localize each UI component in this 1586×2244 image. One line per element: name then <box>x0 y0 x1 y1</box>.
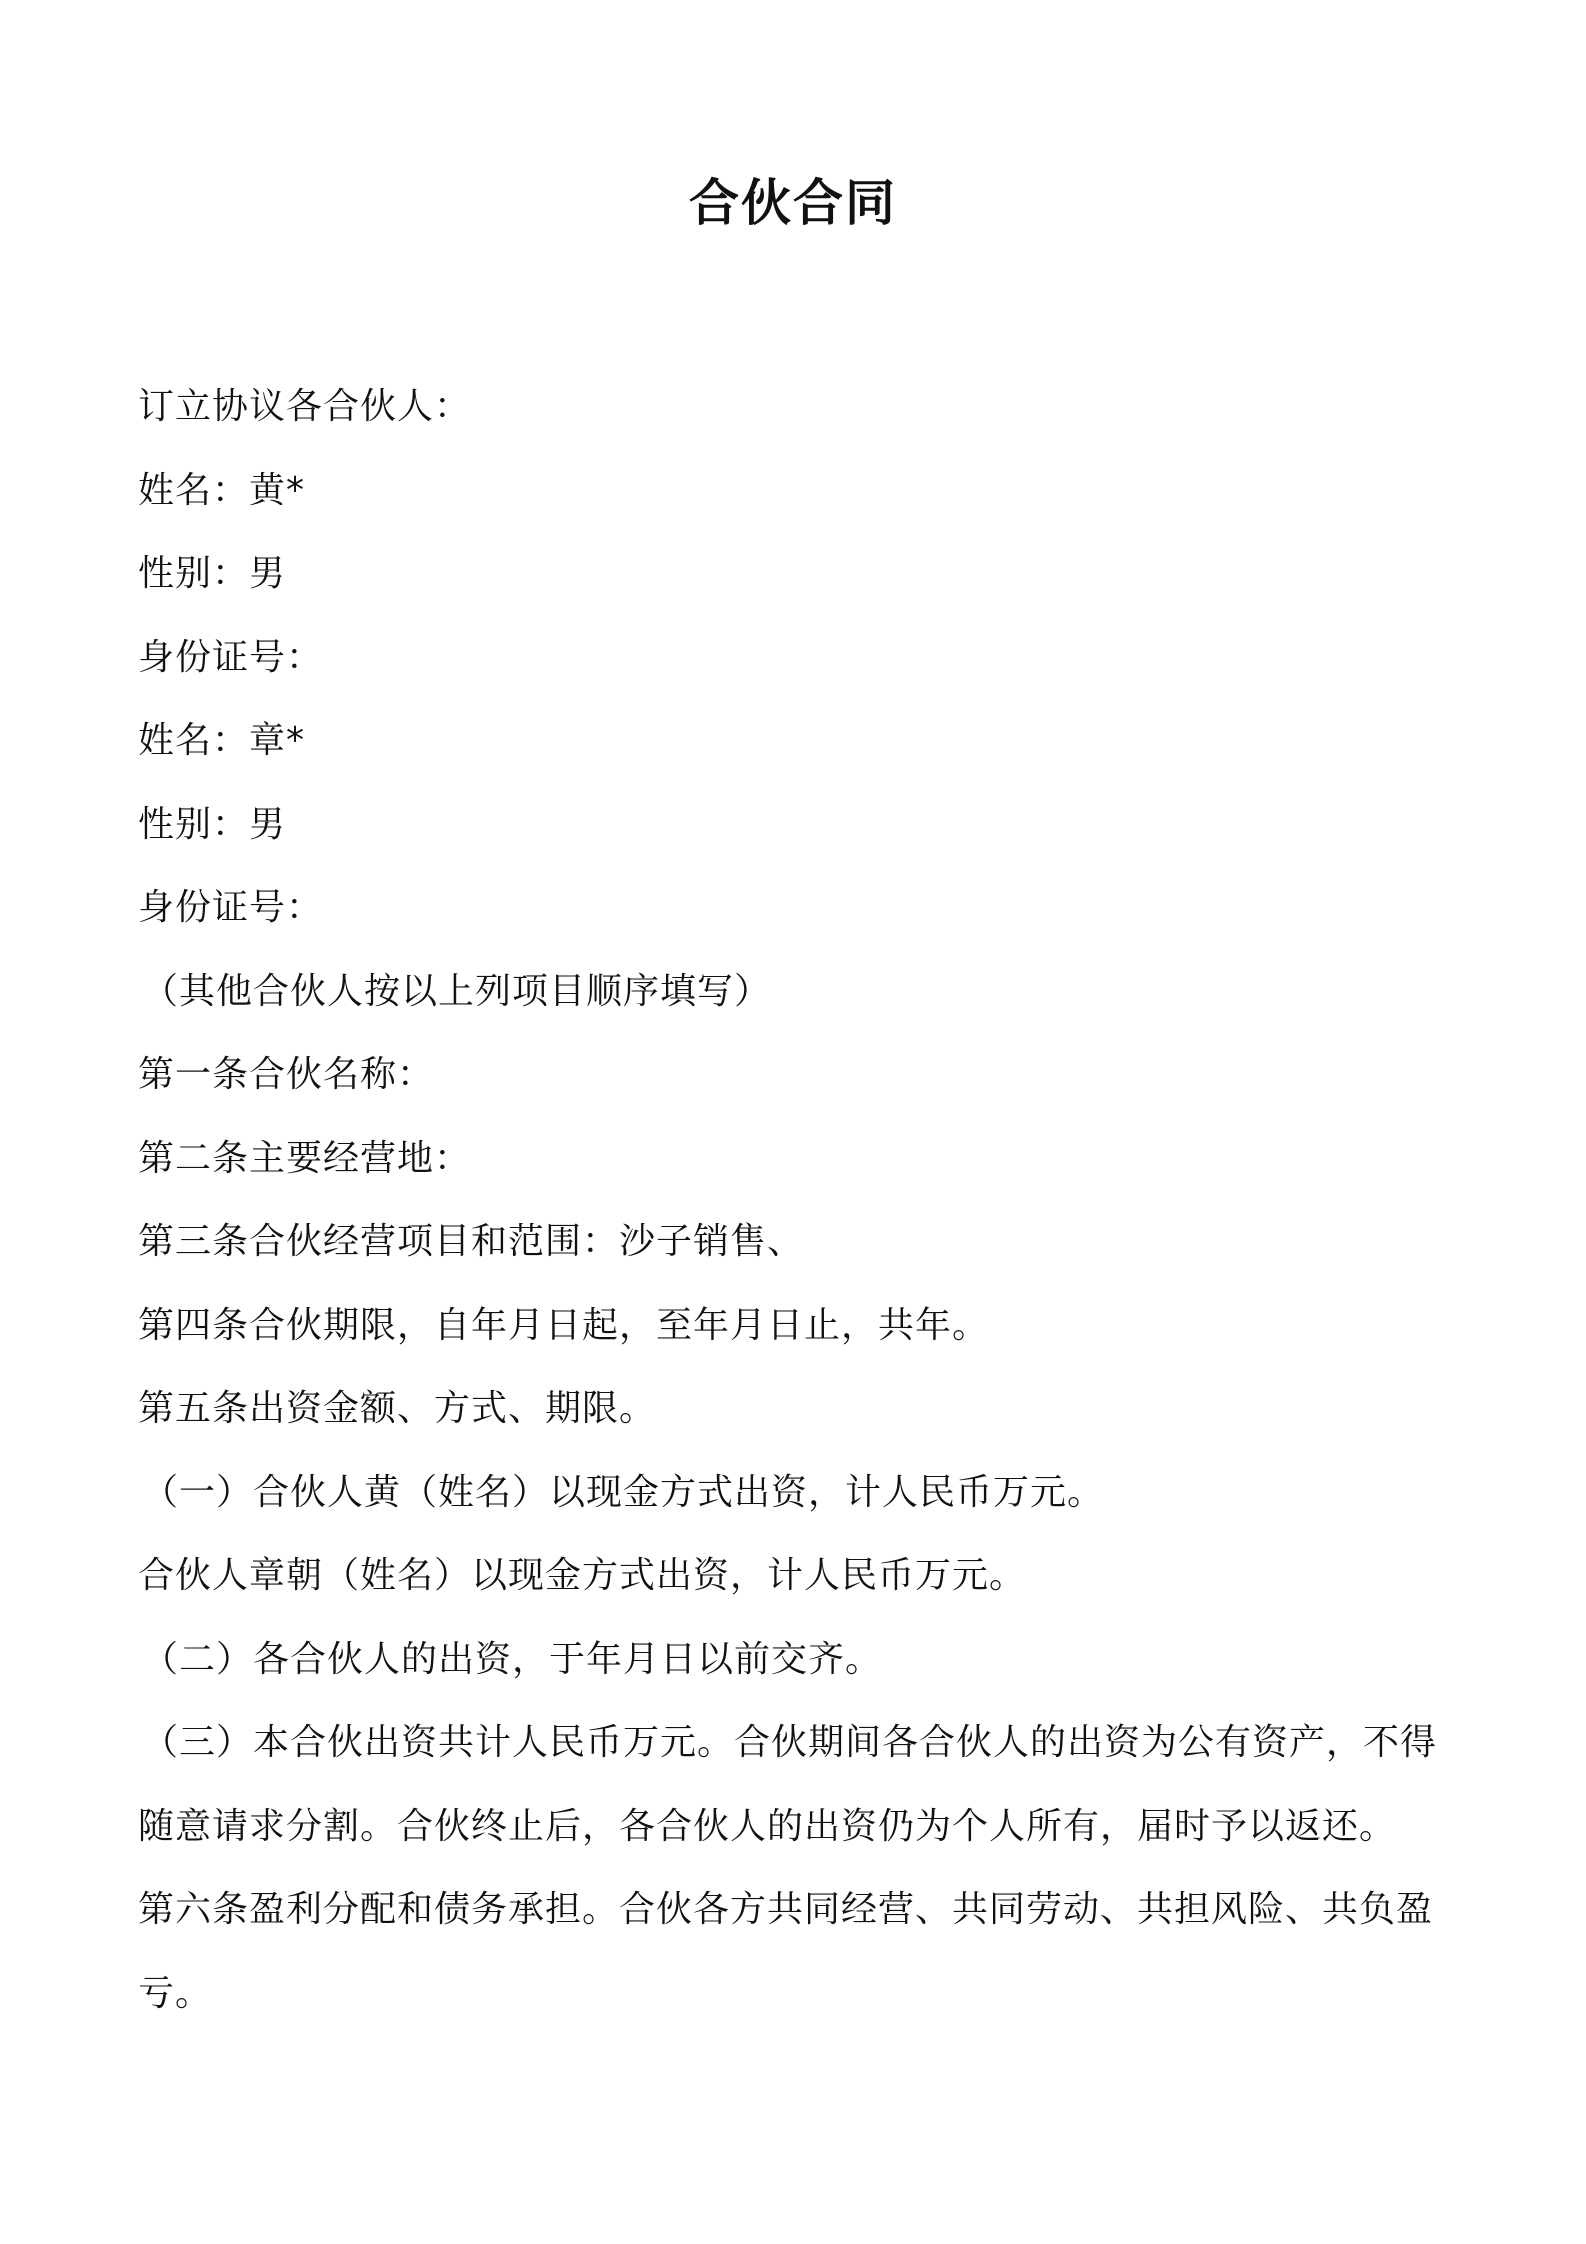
partner1-gender: 性别：男 <box>138 553 287 594</box>
document-title: 合伙合同 <box>689 174 897 232</box>
article-3: 第三条合伙经营项目和范围：沙子销售、 <box>138 1221 805 1262</box>
other-partners-note: （其他合伙人按以上列项目顺序填写） <box>142 970 772 1012</box>
article-6-cont: 亏。 <box>138 1972 213 2014</box>
article-1: 第一条合伙名称： <box>138 1054 435 1095</box>
partner2-gender: 性别：男 <box>138 803 287 845</box>
partner2-id-number: 身份证号： <box>138 887 324 928</box>
article-5-clause-3: （三）本合伙出资共计人民币万元。合伙期间各合伙人的出资为公有资产，不得 <box>142 1722 1438 1763</box>
partner1-name: 姓名：黄* <box>138 469 306 511</box>
article-6: 第六条盈利分配和债务承担。合伙各方共同经营、共同劳动、共担风险、共负盈 <box>138 1889 1434 1930</box>
article-5: 第五条出资金额、方式、期限。 <box>138 1388 657 1429</box>
article-5-clause-1: （一）合伙人黄（姓名）以现金方式出资，计人民币万元。 <box>142 1471 1105 1513</box>
partner1-id-number: 身份证号： <box>138 636 324 678</box>
article-2: 第二条主要经营地： <box>138 1137 472 1179</box>
article-5-clause-1-cont: 合伙人章朝（姓名）以现金方式出资，计人民币万元。 <box>138 1555 1027 1596</box>
article-5-clause-2: （二）各合伙人的出资，于年月日以前交齐。 <box>142 1638 883 1680</box>
article-4: 第四条合伙期限，自年月日起，至年月日止，共年。 <box>138 1304 990 1346</box>
partner2-name: 姓名：章* <box>138 720 306 761</box>
document-body <box>138 365 1458 2035</box>
parties-heading: 订立协议各合伙人： <box>138 386 472 427</box>
article-5-clause-3-cont: 随意请求分割。合伙终止后，各合伙人的出资仍为个人所有，届时予以返还。 <box>138 1805 1397 1847</box>
